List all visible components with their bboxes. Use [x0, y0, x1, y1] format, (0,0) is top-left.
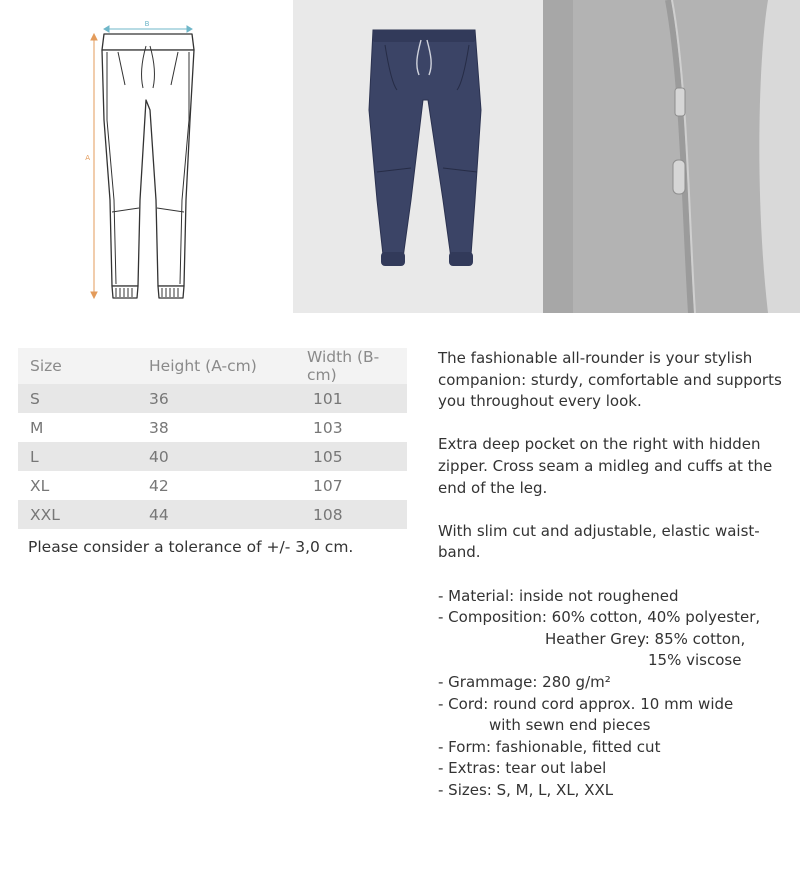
spec-composition-line2: Heather Grey: 85% cotton,: [545, 629, 746, 648]
zipper-pocket-closeup-icon: [543, 0, 800, 313]
height-cell: 40: [138, 442, 300, 471]
spec-cord: - Cord: round cord approx. 10 mm wide: [438, 694, 734, 713]
spec-extras: - Extras: tear out label: [438, 759, 607, 778]
measure-b-label: B: [144, 20, 150, 28]
header-size: Size: [18, 348, 138, 384]
width-cell: 107: [300, 471, 407, 500]
spec-composition-line3: 15% viscose: [648, 651, 742, 670]
tolerance-note: Please consider a tolerance of +/- 3,0 cm.: [28, 538, 354, 556]
spec-cord-line2: with sewn end pieces: [489, 716, 651, 735]
width-cell: 103: [300, 413, 407, 442]
size-cell: S: [18, 384, 138, 413]
table-row: [18, 384, 407, 413]
zipper-detail-image: [543, 0, 800, 313]
spec-sizes: - Sizes: S, M, L, XL, XXL: [438, 780, 614, 799]
size-cell: M: [18, 413, 138, 442]
height-cell: 44: [138, 500, 300, 529]
spec-composition: - Composition: 60% cotton, 40% polyester,: [438, 608, 761, 627]
header-width: Width (B-cm): [300, 348, 407, 384]
table-row: [18, 413, 407, 442]
width-cell: 101: [300, 384, 407, 413]
description-paragraph: With slim cut and adjustable, elastic waist-band.: [438, 521, 760, 562]
width-cell: 108: [300, 500, 407, 529]
size-table-header: [18, 348, 407, 384]
description-paragraph: The fashionable all-rounder is your stylish companion: sturdy, comfortable and supports you throughout every look.: [438, 349, 782, 411]
height-cell: 36: [138, 384, 300, 413]
table-row: [18, 471, 407, 500]
product-description: [438, 348, 788, 801]
size-cell: XL: [18, 471, 138, 500]
pants-sketch-image: [0, 0, 293, 313]
header-height: Height (A-cm): [138, 348, 300, 384]
width-cell: 105: [300, 442, 407, 471]
table-row: [18, 500, 407, 529]
description-paragraph: Extra deep pocket on the right with hidden zipper. Cross seam a midleg and cuffs at the end of the leg.: [438, 435, 773, 497]
height-cell: 42: [138, 471, 300, 500]
size-cell: L: [18, 442, 138, 471]
navy-jogger-pants-icon: [293, 0, 543, 313]
measure-a-label: A: [85, 154, 90, 162]
spec-material: - Material: inside not roughened: [438, 586, 679, 605]
spec-grammage: - Grammage: 280 g/m²: [438, 672, 611, 691]
size-table: [18, 348, 407, 529]
spec-list: [438, 586, 788, 802]
spec-form: - Form: fashionable, fitted cut: [438, 737, 661, 756]
table-row: [18, 442, 407, 471]
size-cell: XXL: [18, 500, 138, 529]
height-cell: 38: [138, 413, 300, 442]
pants-photo-image: [293, 0, 543, 313]
pants-measurement-sketch-icon: [0, 0, 293, 313]
